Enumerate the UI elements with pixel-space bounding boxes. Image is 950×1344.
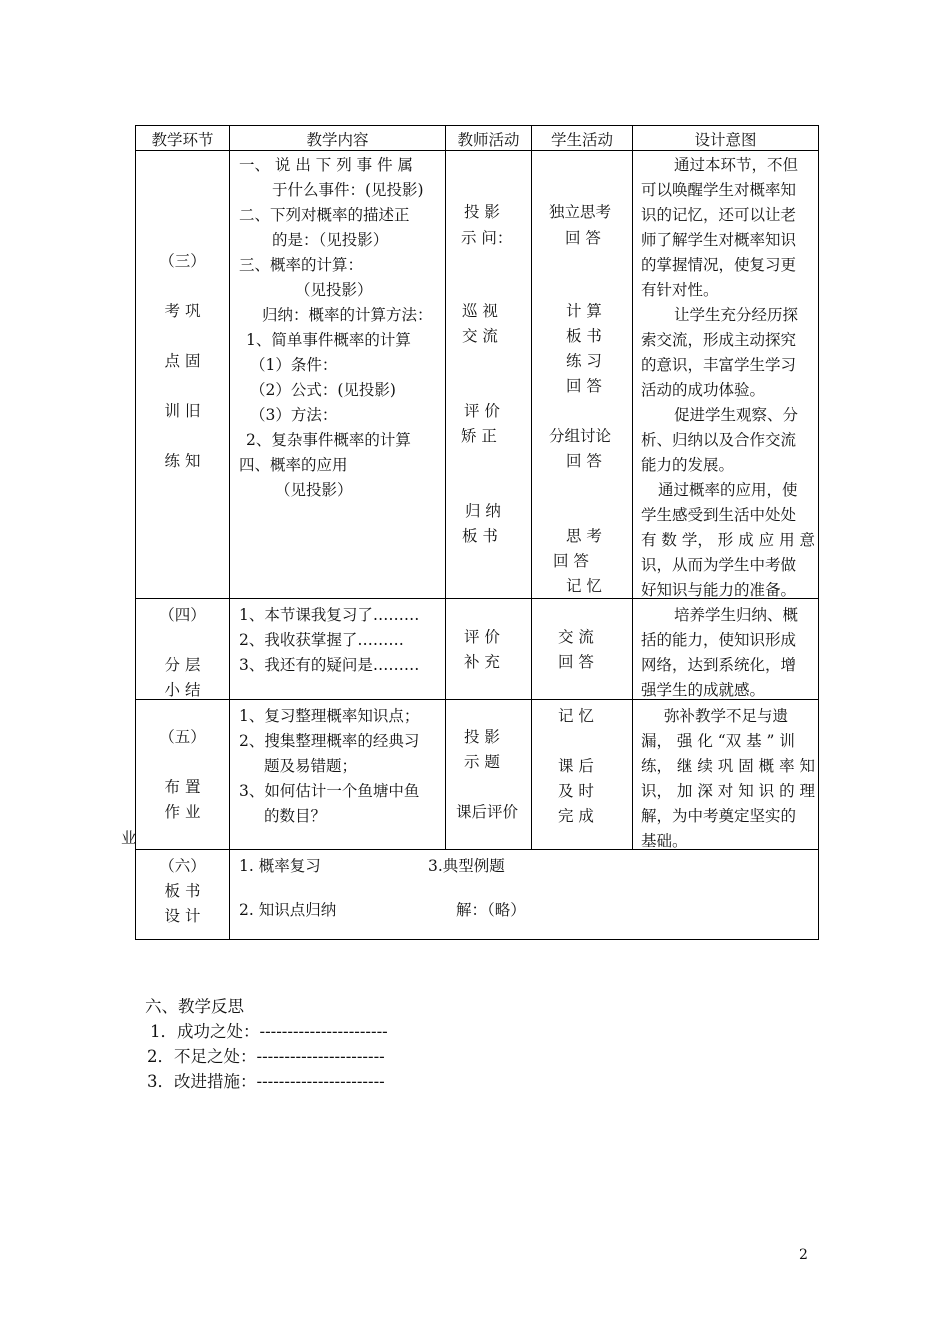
intent-line: 括的能力，使知识形成 <box>641 631 797 649</box>
student-activity: 计 算 <box>566 302 602 320</box>
teacher-activity: 交 流 <box>462 327 498 345</box>
intent-line: 通过概率的应用，使 <box>658 481 798 499</box>
content-line: 1、复习整理概率知识点； <box>239 707 420 725</box>
intent-line: 有 数 学， 形 成 应 用 意 <box>641 531 815 549</box>
table-header-divider <box>135 150 819 151</box>
student-activity: 独立思考 <box>549 203 612 221</box>
intent-line: 漏， 强 化 “双 基 ” 训 <box>641 732 795 750</box>
intent-line: 培养学生归纳、概 <box>674 606 799 624</box>
reflection-item: 1．成功之处：----------------------- <box>150 1022 388 1041</box>
section-label: （三） <box>159 252 206 270</box>
intent-line: 活动的成功体验。 <box>641 381 766 399</box>
teacher-activity: 巡 视 <box>462 302 498 320</box>
section-label: 考 巩 <box>164 302 201 320</box>
section-label: （四） <box>159 606 206 624</box>
teacher-activity: 投 影 <box>464 728 500 746</box>
content-line: 一、 说 出 下 列 事 件 属 <box>239 156 413 174</box>
teacher-activity: 示 题 <box>464 753 500 771</box>
content-line: 3、我还有的疑问是……… <box>239 656 420 674</box>
student-activity: 回 答 <box>558 653 594 671</box>
intent-line: 促进学生观察、分 <box>674 406 799 424</box>
intent-line: 有针对性。 <box>641 281 719 299</box>
student-activity: 思 考 <box>566 527 602 545</box>
section-label: 点 固 <box>164 352 201 370</box>
student-activity: 回 答 <box>566 452 602 470</box>
content-line: 1、本节课我复习了……… <box>239 606 420 624</box>
content-line: 的数目？ <box>264 807 327 825</box>
intent-line: 学生感受到生活中处处 <box>641 506 797 524</box>
intent-line: 识， 加 深 对 知 识 的 理 <box>641 782 815 800</box>
section-label: 设 计 <box>164 907 201 925</box>
col-divider <box>632 125 633 850</box>
student-activity: 完 成 <box>558 807 594 825</box>
table-border-bottom <box>135 939 819 940</box>
intent-line: 能力的发展。 <box>641 456 735 474</box>
student-activity: 分组讨论 <box>549 427 612 445</box>
section-label: 布 置 <box>164 778 201 796</box>
section-label: 练 知 <box>164 452 201 470</box>
content-line: 2、我收获掌握了……… <box>239 631 404 649</box>
content-line: 归纳：概率的计算方法： <box>262 306 433 324</box>
table-border-top <box>135 125 819 126</box>
intent-line: 可以唤醒学生对概率知 <box>641 181 797 199</box>
teacher-activity: 评 价 <box>464 628 500 646</box>
board-item: 1. 概率复习 <box>239 857 321 875</box>
teacher-activity: 评 价 <box>464 402 500 420</box>
content-line: 二、下列对概率的描述正 <box>239 206 410 224</box>
reflection-item: 2．不足之处：----------------------- <box>147 1047 385 1066</box>
intent-line: 网络，达到系统化，增 <box>641 656 797 674</box>
content-line: 1、简单事件概率的计算 <box>246 331 411 349</box>
table-border-right <box>818 125 819 940</box>
page-number: 2 <box>799 1247 808 1263</box>
teacher-activity: 板 书 <box>462 527 498 545</box>
student-activity: 及 时 <box>558 782 594 800</box>
section-label: 小 结 <box>164 681 201 699</box>
section-label: 作 业 <box>164 803 201 821</box>
student-activity: 回 答 <box>566 377 602 395</box>
col-divider <box>531 125 532 850</box>
stray-character: 业 <box>121 829 137 847</box>
col-divider <box>445 125 446 850</box>
student-activity: 记 忆 <box>566 577 602 595</box>
content-line: （见投影） <box>275 481 353 499</box>
content-line: 2、复杂事件概率的计算 <box>246 431 411 449</box>
header-cell: 设计意图 <box>694 131 757 149</box>
intent-line: 解，为中考奠定坚实的 <box>641 807 797 825</box>
content-line: 3、如何估计一个鱼塘中鱼 <box>239 782 420 800</box>
content-line: （3）方法： <box>250 406 338 424</box>
student-activity: 记 忆 <box>558 707 594 725</box>
header-cell: 教学环节 <box>151 131 214 149</box>
intent-line: 让学生充分经历探 <box>674 306 799 324</box>
content-line: （见投影） <box>295 281 373 299</box>
intent-line: 析、归纳以及合作交流 <box>641 431 797 449</box>
intent-line: 识的记忆，还可以让老 <box>641 206 797 224</box>
teacher-activity: 投 影 <box>464 203 500 221</box>
intent-line: 弥补教学不足与遗 <box>664 707 789 725</box>
intent-line: 识，从而为学生中考做 <box>641 556 797 574</box>
row-divider <box>135 849 819 850</box>
student-activity: 课 后 <box>558 757 594 775</box>
intent-line: 基础。 <box>641 832 688 850</box>
board-item: 3.典型例题 <box>428 857 505 875</box>
intent-line: 的掌握情况，使复习更 <box>641 256 797 274</box>
header-cell: 教师活动 <box>457 131 520 149</box>
reflection-title: 六、教学反思 <box>145 997 244 1016</box>
header-cell: 学生活动 <box>550 131 613 149</box>
teacher-activity: 课后评价 <box>456 803 519 821</box>
teacher-activity: 归 纳 <box>465 502 501 520</box>
teacher-activity: 示 问： <box>461 229 513 247</box>
section-label: 训 旧 <box>164 402 201 420</box>
board-item: 解：（略） <box>456 901 526 919</box>
student-activity: 回 答 <box>553 552 589 570</box>
student-activity: 练 习 <box>566 352 602 370</box>
reflection-item: 3．改进措施：----------------------- <box>147 1072 385 1091</box>
content-line: 于什么事件：(见投影) <box>272 181 424 199</box>
intent-line: 的意识，丰富学生学习 <box>641 356 797 374</box>
content-line: 三、概率的计算： <box>239 256 364 274</box>
content-line: （1）条件： <box>250 356 338 374</box>
content-line: （2）公式：(见投影) <box>250 381 396 399</box>
content-line: 的是：（见投影） <box>272 231 389 249</box>
intent-line: 索交流，形成主动探究 <box>641 331 797 349</box>
student-activity: 回 答 <box>565 229 601 247</box>
intent-line: 好知识与能力的准备。 <box>641 581 797 599</box>
intent-line: 练， 继 续 巩 固 概 率 知 <box>641 757 815 775</box>
content-line: 2、搜集整理概率的经典习 <box>239 732 420 750</box>
student-activity: 交 流 <box>558 628 594 646</box>
board-item: 2. 知识点归纳 <box>239 901 337 919</box>
teacher-activity: 补 充 <box>464 653 500 671</box>
col-divider <box>229 125 230 940</box>
content-line: 题及易错题； <box>264 757 358 775</box>
section-label: 板 书 <box>164 882 201 900</box>
section-label: 分 层 <box>164 656 201 674</box>
teacher-activity: 矫 正 <box>461 427 497 445</box>
intent-line: 通过本环节，不但 <box>674 156 799 174</box>
student-activity: 板 书 <box>566 327 602 345</box>
header-cell: 教学内容 <box>306 131 369 149</box>
intent-line: 师了解学生对概率知识 <box>641 231 797 249</box>
section-label: （六） <box>159 857 206 875</box>
intent-line: 强学生的成就感。 <box>641 681 766 699</box>
section-label: （五） <box>159 728 206 746</box>
content-line: 四、概率的应用 <box>239 456 348 474</box>
